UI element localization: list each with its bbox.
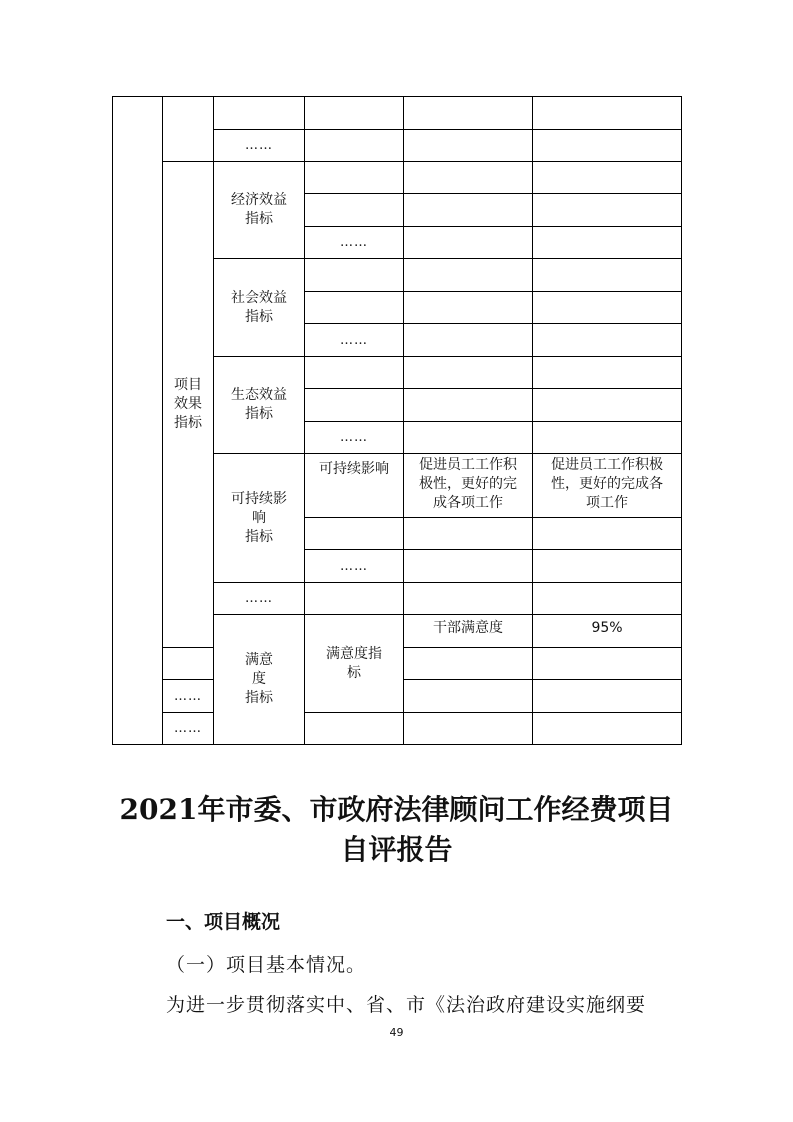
table-cell	[533, 422, 682, 454]
table-cell	[404, 648, 533, 680]
table-cell	[404, 389, 533, 422]
indicator-sustainable-impact: 可持续影响	[305, 454, 404, 518]
table-cell	[533, 583, 682, 615]
table-cell	[404, 324, 533, 357]
ellipsis-cell: ……	[214, 583, 305, 615]
ellipsis-cell: ……	[305, 227, 404, 259]
table-cell	[305, 357, 404, 389]
table-cell	[305, 162, 404, 194]
table-cell	[163, 648, 214, 680]
subcategory-economic-benefit: 经济效益 指标	[214, 162, 305, 259]
table-cell	[533, 324, 682, 357]
table-cell	[533, 680, 682, 713]
table-cell	[305, 389, 404, 422]
subcategory-ecological-benefit: 生态效益 指标	[214, 357, 305, 454]
table-cell	[533, 130, 682, 162]
report-title: 2021年市委、市政府法律顾问工作经费项目 自评报告	[119, 793, 674, 866]
table-cell	[533, 550, 682, 583]
table-cell	[404, 162, 533, 194]
actual-value-sustainable: 促进员工工作积极 性，更好的完成各 项工作	[533, 454, 682, 518]
table-cell	[305, 97, 404, 130]
target-value-sustainable: 促进员工工作积 极性，更好的完 成各项工作	[404, 454, 533, 518]
table-cell	[305, 292, 404, 324]
table-cell	[404, 357, 533, 389]
table-cell	[533, 518, 682, 550]
table-cell	[404, 518, 533, 550]
subsection-basic-info: （一）项目基本情况。	[166, 954, 367, 976]
table-cell	[404, 259, 533, 292]
section-heading-overview: 一、项目概况	[166, 911, 281, 933]
table-cell	[533, 227, 682, 259]
table-cell	[305, 518, 404, 550]
ellipsis-cell: ……	[305, 422, 404, 454]
table-cell	[404, 422, 533, 454]
table-cell	[533, 97, 682, 130]
target-value-satisfaction: 95%	[533, 615, 682, 648]
table-cell	[533, 259, 682, 292]
ellipsis-cell: ……	[305, 550, 404, 583]
table-cell	[404, 130, 533, 162]
table-cell	[533, 357, 682, 389]
table-cell	[305, 583, 404, 615]
performance-indicator-table	[112, 96, 682, 745]
table-cell	[404, 680, 533, 713]
page-number: 49	[389, 1026, 404, 1039]
table-cell	[533, 194, 682, 227]
table-cell	[404, 583, 533, 615]
subcategory-satisfaction: 满意度指 标	[305, 615, 404, 713]
table-cell	[404, 713, 533, 745]
table-cell	[533, 162, 682, 194]
table-cell	[533, 713, 682, 745]
table-cell	[404, 550, 533, 583]
ellipsis-cell: ……	[214, 130, 305, 162]
table-cell	[305, 194, 404, 227]
ellipsis-cell: ……	[305, 324, 404, 357]
table-cell	[533, 292, 682, 324]
table-cell	[404, 227, 533, 259]
table-cell	[305, 713, 404, 745]
table-cell	[305, 259, 404, 292]
table-cell	[214, 97, 305, 130]
table-blank-column	[113, 97, 163, 745]
table-blank-cell	[163, 97, 214, 162]
ellipsis-cell: ……	[163, 680, 214, 713]
body-paragraph: 为进一步贯彻落实中、省、市《法治政府建设实施纲要	[166, 994, 647, 1016]
table-cell	[404, 194, 533, 227]
table-cell	[533, 389, 682, 422]
indicator-cadre-satisfaction: 干部满意度	[404, 615, 533, 648]
table-cell	[404, 97, 533, 130]
table-cell	[404, 292, 533, 324]
category-satisfaction: 满意 度 指标	[214, 615, 305, 745]
table-cell	[305, 130, 404, 162]
subcategory-sustainable-impact: 可持续影 响 指标	[214, 454, 305, 583]
category-project-effect: 项目 效果 指标	[163, 162, 214, 648]
subcategory-social-benefit: 社会效益 指标	[214, 259, 305, 357]
table-cell	[533, 648, 682, 680]
ellipsis-cell: ……	[163, 713, 214, 745]
